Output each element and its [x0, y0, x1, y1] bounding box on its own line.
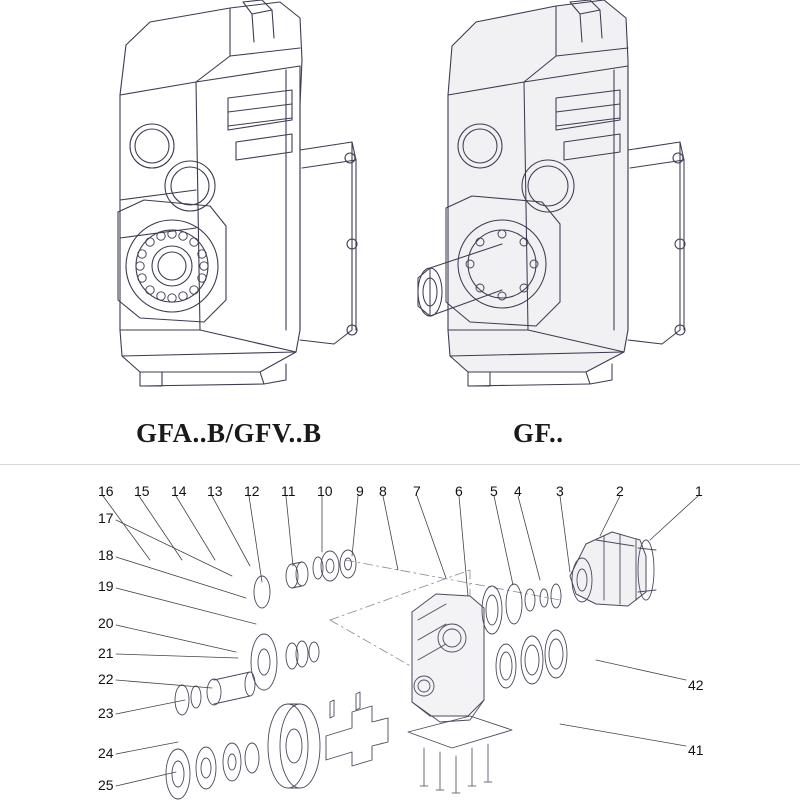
right-gearbox-shaded-view [418, 0, 685, 386]
callout-4: 4 [514, 483, 522, 499]
callout-9: 9 [356, 483, 364, 499]
callout-21: 21 [98, 645, 114, 661]
callout-2: 2 [616, 483, 624, 499]
exploded-assembly-graphics [103, 496, 698, 799]
callout-15: 15 [134, 483, 150, 499]
callout-8: 8 [379, 483, 387, 499]
callout-3: 3 [556, 483, 564, 499]
callout-42: 42 [688, 677, 704, 693]
callout-19: 19 [98, 578, 114, 594]
callout-41: 41 [688, 742, 704, 758]
callout-25: 25 [98, 777, 114, 793]
callout-22: 22 [98, 671, 114, 687]
callout-10: 10 [317, 483, 333, 499]
callout-17: 17 [98, 510, 114, 526]
callout-20: 20 [98, 615, 114, 631]
caption-right-view: GF.. [513, 418, 564, 448]
callout-7: 7 [413, 483, 421, 499]
callout-13: 13 [207, 483, 223, 499]
section-divider [0, 464, 800, 465]
callout-16: 16 [98, 483, 114, 499]
callout-11: 11 [281, 483, 296, 499]
callout-1: 1 [695, 483, 703, 499]
caption-left-view: GFA..B/GFV..B [136, 418, 322, 448]
callout-23: 23 [98, 705, 114, 721]
callout-14: 14 [171, 483, 187, 499]
callout-18: 18 [98, 547, 114, 563]
callout-6: 6 [455, 483, 463, 499]
callout-24: 24 [98, 745, 114, 761]
callout-5: 5 [490, 483, 498, 499]
left-gearbox-outline-view [118, 0, 357, 386]
callout-12: 12 [244, 483, 260, 499]
